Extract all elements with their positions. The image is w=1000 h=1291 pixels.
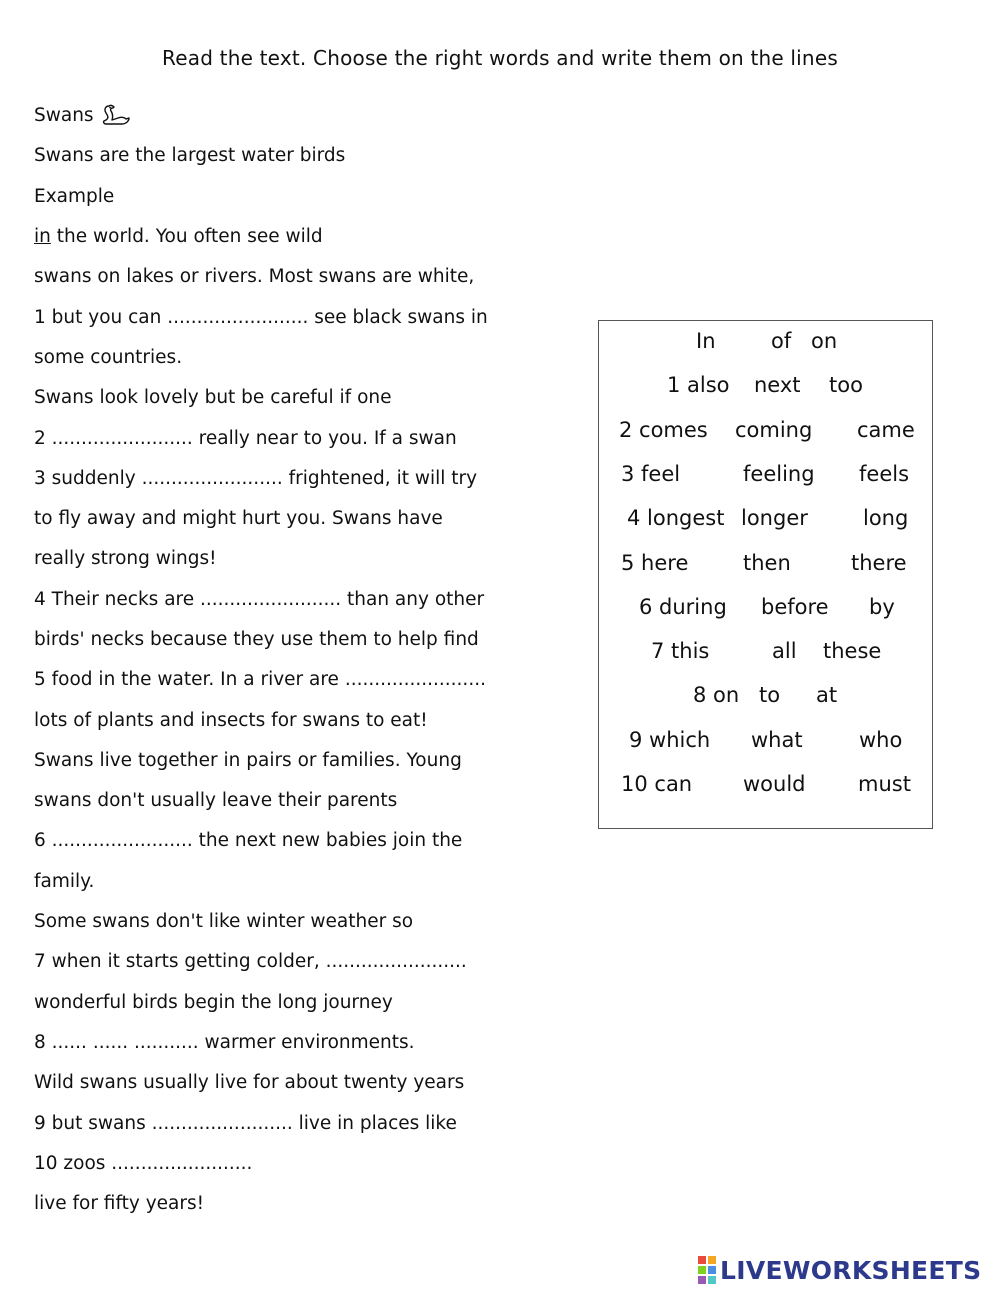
passage-line [34, 983, 554, 1023]
passage-line-text: some countries. [34, 346, 183, 368]
logo-text: LIVEWORKSHEETS [720, 1255, 982, 1285]
passage-line [34, 378, 554, 418]
passage-line-text: swans don't usually leave their parents [34, 790, 398, 812]
logo-cube [708, 1266, 716, 1274]
option-row [599, 595, 934, 635]
word-options-box [598, 320, 933, 829]
logo-cubes-icon [698, 1256, 716, 1284]
option-word: 8 on [693, 683, 740, 708]
option-word: 4 longest [627, 506, 725, 531]
passage-line [34, 700, 554, 740]
passage-line [34, 1023, 554, 1063]
passage-line [34, 1184, 554, 1224]
page-title: Read the text. Choose the right words and write them on the lines [162, 46, 838, 70]
liveworksheets-logo [698, 1256, 981, 1284]
logo-cube [708, 1256, 716, 1264]
passage-line-text: Example [34, 185, 115, 207]
passage-line-text: the world. You often see wild [50, 226, 323, 248]
option-word: 3 feel [621, 461, 681, 486]
logo-cube [708, 1276, 716, 1284]
passage-line-text: 5 food in the water. In a river are ........................ [34, 669, 486, 691]
option-word: 2 comes [619, 417, 708, 442]
passage-line-text: Swans are the largest water birds [34, 145, 346, 167]
option-word: coming [735, 417, 813, 442]
option-word: longer [741, 506, 808, 531]
option-word: 5 here [621, 550, 689, 575]
heading-text: Swans [34, 105, 94, 127]
option-word: at [816, 683, 838, 708]
passage-line [34, 902, 554, 942]
passage-line [34, 660, 554, 700]
option-word: what [751, 727, 803, 752]
passage-line [34, 136, 554, 176]
passage [34, 96, 554, 1224]
passage-line-text: 2 ........................ really near to you. If a swan [34, 427, 457, 449]
option-word: 6 during [639, 594, 727, 619]
passage-line [34, 942, 554, 982]
option-row [599, 639, 934, 679]
passage-line-text: family. [34, 870, 95, 892]
passage-line [34, 821, 554, 861]
logo-cube [698, 1256, 706, 1264]
option-word: next [754, 373, 801, 398]
option-word: too [829, 373, 863, 398]
passage-line [34, 177, 554, 217]
option-word: In [696, 329, 716, 353]
option-row [599, 373, 934, 413]
option-word: 9 which [629, 727, 711, 752]
option-row [599, 418, 934, 458]
option-word: came [857, 417, 915, 442]
passage-line-text: wonderful birds begin the long journey [34, 991, 393, 1013]
passage-line-text: Wild swans usually live for about twenty years [34, 1072, 465, 1094]
passage-line-text: swans on lakes or rivers. Most swans are white, [34, 266, 475, 288]
option-word: long [863, 506, 909, 531]
option-word: must [858, 772, 911, 796]
option-word: feels [859, 461, 910, 486]
option-row [599, 728, 934, 768]
passage-line-text: birds' necks because they use them to help find [34, 629, 479, 650]
passage-line-text: 1 but you can ........................ see black swans in [34, 306, 488, 328]
passage-line [34, 580, 554, 620]
passage-line [34, 781, 554, 821]
passage-line-text: lots of plants and insects for swans to eat! [34, 709, 428, 731]
passage-line [34, 257, 554, 297]
passage-line [34, 539, 554, 579]
passage-line [34, 741, 554, 781]
passage-line-text: Some swans don't like winter weather so [34, 911, 414, 933]
option-row [599, 683, 934, 723]
option-word: before [761, 594, 829, 619]
passage-line-text: live for fifty years! [34, 1193, 205, 1215]
option-word: on [811, 329, 838, 353]
option-word: 1 also [667, 373, 730, 398]
passage-line-text: really strong wings! [34, 548, 217, 570]
passage-line-text: 4 Their necks are ........................ than any other [34, 588, 485, 610]
option-row [599, 551, 934, 591]
option-row [599, 506, 934, 546]
option-word: to [759, 683, 781, 708]
passage-line-text: to fly away and might hurt you. Swans have [34, 508, 443, 530]
option-row [599, 462, 934, 502]
option-row [599, 329, 934, 369]
passage-line [34, 297, 554, 337]
logo-cube [698, 1266, 706, 1274]
passage-line [34, 1144, 554, 1184]
passage-line [34, 620, 554, 660]
passage-line [34, 418, 554, 458]
passage-line-text: 9 but swans ........................ live in places like [34, 1112, 457, 1134]
passage-line [34, 862, 554, 902]
option-word: of [771, 329, 792, 353]
passage-line [34, 1103, 554, 1143]
option-word: all [772, 639, 797, 664]
passage-line [34, 499, 554, 539]
passage-line-text: 8 ...... ...... ........... warmer environments. [34, 1031, 415, 1053]
option-word: who [859, 727, 903, 752]
passage-line-text: 7 when it starts getting colder, ........................ [34, 951, 467, 973]
option-word: 7 this [651, 639, 710, 664]
passage-line-text: 3 suddenly ........................ frightened, it will try [34, 467, 478, 489]
passage-line [34, 217, 554, 257]
passage-line [34, 1063, 554, 1103]
option-word: 10 can [621, 772, 693, 796]
passage-line-text: 10 zoos ........................ [34, 1152, 253, 1174]
passage-line [34, 459, 554, 499]
option-word: there [851, 550, 907, 575]
example-answer: in [34, 226, 51, 248]
option-word: by [869, 594, 895, 619]
option-word: then [743, 550, 791, 575]
option-row [599, 772, 934, 812]
option-word: these [823, 639, 882, 664]
swan-icon [100, 102, 132, 130]
passage-line [34, 338, 554, 378]
passage-line-text: Swans live together in pairs or families. Young [34, 749, 462, 771]
option-word: feeling [743, 461, 815, 486]
option-word: would [743, 772, 806, 796]
passage-line-text: 6 ........................ the next new babies join the [34, 830, 463, 852]
passage-line-text: Swans look lovely but be careful if one [34, 387, 392, 409]
logo-cube [698, 1276, 706, 1284]
passage-heading [34, 96, 554, 136]
